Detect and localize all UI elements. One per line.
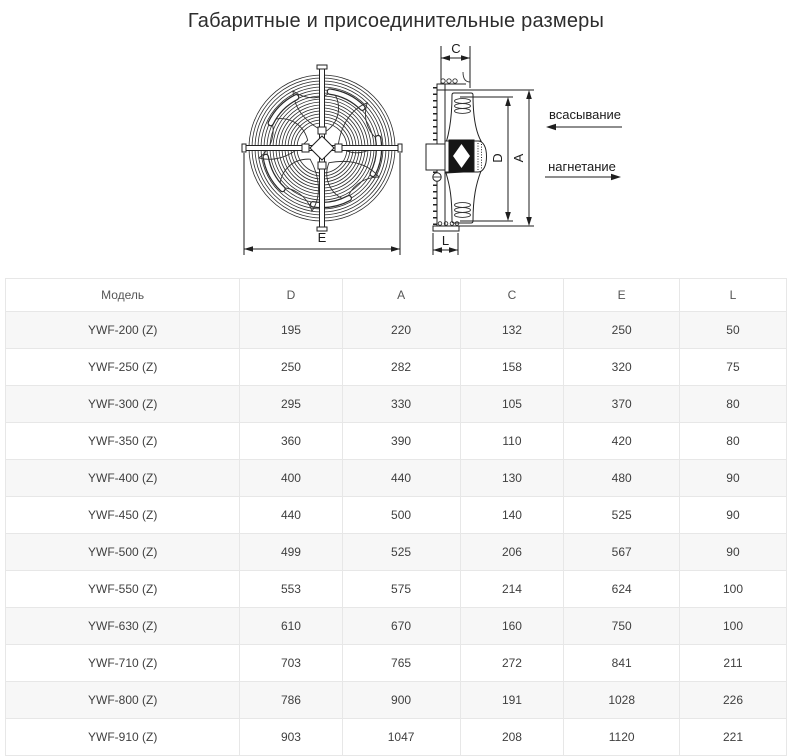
cell-model: YWF-710 (Z)	[6, 645, 240, 682]
column-header-d: D	[240, 279, 342, 312]
cell-l: 90	[679, 460, 786, 497]
cell-e: 370	[564, 386, 680, 423]
column-header-model: Модель	[6, 279, 240, 312]
cell-d: 703	[240, 645, 342, 682]
table-row	[6, 534, 787, 571]
cell-e: 1028	[564, 682, 680, 719]
table-row	[6, 349, 787, 386]
cell-c: 272	[460, 645, 564, 682]
dimensions-drawing	[0, 40, 792, 278]
cell-a: 440	[342, 460, 460, 497]
table-row	[6, 460, 787, 497]
fan-front-view-drawing	[242, 65, 402, 255]
column-header-c: C	[460, 279, 564, 312]
cell-a: 390	[342, 423, 460, 460]
cell-e: 1120	[564, 719, 680, 756]
cell-d: 903	[240, 719, 342, 756]
dimension-a	[511, 90, 532, 226]
cell-model: YWF-450 (Z)	[6, 497, 240, 534]
cell-model: YWF-300 (Z)	[6, 386, 240, 423]
table-row	[6, 423, 787, 460]
cell-c: 208	[460, 719, 564, 756]
cell-model: YWF-550 (Z)	[6, 571, 240, 608]
dim-label-c: C	[451, 41, 461, 56]
cell-a: 670	[342, 608, 460, 645]
column-header-a: A	[342, 279, 460, 312]
cell-c: 158	[460, 349, 564, 386]
cell-e: 525	[564, 497, 680, 534]
cell-e: 420	[564, 423, 680, 460]
cell-c: 140	[460, 497, 564, 534]
column-header-l: L	[679, 279, 786, 312]
cell-a: 525	[342, 534, 460, 571]
grille-struts	[242, 65, 402, 231]
cell-e: 750	[564, 608, 680, 645]
cell-model: YWF-400 (Z)	[6, 460, 240, 497]
discharge-label: нагнетание	[548, 159, 616, 174]
dim-label-a: A	[511, 153, 526, 163]
cell-a: 765	[342, 645, 460, 682]
cell-l: 226	[679, 682, 786, 719]
cell-l: 80	[679, 386, 786, 423]
table-row	[6, 719, 787, 756]
hub-diamond	[310, 136, 334, 160]
fan-side-view-drawing	[426, 41, 534, 255]
table-row	[6, 386, 787, 423]
cell-e: 320	[564, 349, 680, 386]
dim-label-d: D	[490, 153, 505, 163]
dimensions-table	[5, 278, 787, 756]
cell-c: 110	[460, 423, 564, 460]
dimension-l	[433, 233, 458, 255]
cell-d: 786	[240, 682, 342, 719]
table-row	[6, 645, 787, 682]
cell-model: YWF-800 (Z)	[6, 682, 240, 719]
cell-d: 499	[240, 534, 342, 571]
cell-d: 295	[240, 386, 342, 423]
cell-c: 160	[460, 608, 564, 645]
cell-e: 567	[564, 534, 680, 571]
cell-l: 80	[679, 423, 786, 460]
cell-l: 90	[679, 534, 786, 571]
cell-a: 575	[342, 571, 460, 608]
cell-c: 132	[460, 312, 564, 349]
cell-l: 75	[679, 349, 786, 386]
airflow-annotations	[545, 107, 622, 180]
dimension-d	[490, 97, 511, 221]
cell-c: 206	[460, 534, 564, 571]
cell-c: 105	[460, 386, 564, 423]
table-row	[6, 312, 787, 349]
fan-drawing-svg	[0, 40, 792, 278]
cell-a: 1047	[342, 719, 460, 756]
cell-d: 553	[240, 571, 342, 608]
cell-a: 220	[342, 312, 460, 349]
cell-d: 195	[240, 312, 342, 349]
cell-l: 100	[679, 608, 786, 645]
cell-l: 90	[679, 497, 786, 534]
cell-e: 250	[564, 312, 680, 349]
suction-label: всасывание	[549, 107, 621, 122]
cell-d: 400	[240, 460, 342, 497]
cell-c: 130	[460, 460, 564, 497]
cell-c: 214	[460, 571, 564, 608]
cell-model: YWF-350 (Z)	[6, 423, 240, 460]
cell-d: 250	[240, 349, 342, 386]
column-header-e: E	[564, 279, 680, 312]
cell-l: 50	[679, 312, 786, 349]
cell-model: YWF-630 (Z)	[6, 608, 240, 645]
cell-a: 282	[342, 349, 460, 386]
page-title: Габаритные и присоединительные размеры	[187, 10, 605, 32]
table-row	[6, 682, 787, 719]
cell-a: 330	[342, 386, 460, 423]
cell-model: YWF-500 (Z)	[6, 534, 240, 571]
cell-e: 480	[564, 460, 680, 497]
table-row	[6, 608, 787, 645]
table-row	[6, 497, 787, 534]
dim-label-l: L	[441, 233, 450, 248]
table-header-row	[6, 279, 787, 312]
cell-d: 610	[240, 608, 342, 645]
cell-c: 191	[460, 682, 564, 719]
cell-e: 841	[564, 645, 680, 682]
cell-d: 360	[240, 423, 342, 460]
motor-hub	[426, 140, 487, 181]
cell-model: YWF-910 (Z)	[6, 719, 240, 756]
cell-model: YWF-250 (Z)	[6, 349, 240, 386]
cell-l: 100	[679, 571, 786, 608]
cell-a: 500	[342, 497, 460, 534]
cell-a: 900	[342, 682, 460, 719]
cell-model: YWF-200 (Z)	[6, 312, 240, 349]
table-row	[6, 571, 787, 608]
cell-d: 440	[240, 497, 342, 534]
cell-l: 221	[679, 719, 786, 756]
cell-l: 211	[679, 645, 786, 682]
cell-e: 624	[564, 571, 680, 608]
dim-label-e: E	[317, 230, 327, 245]
